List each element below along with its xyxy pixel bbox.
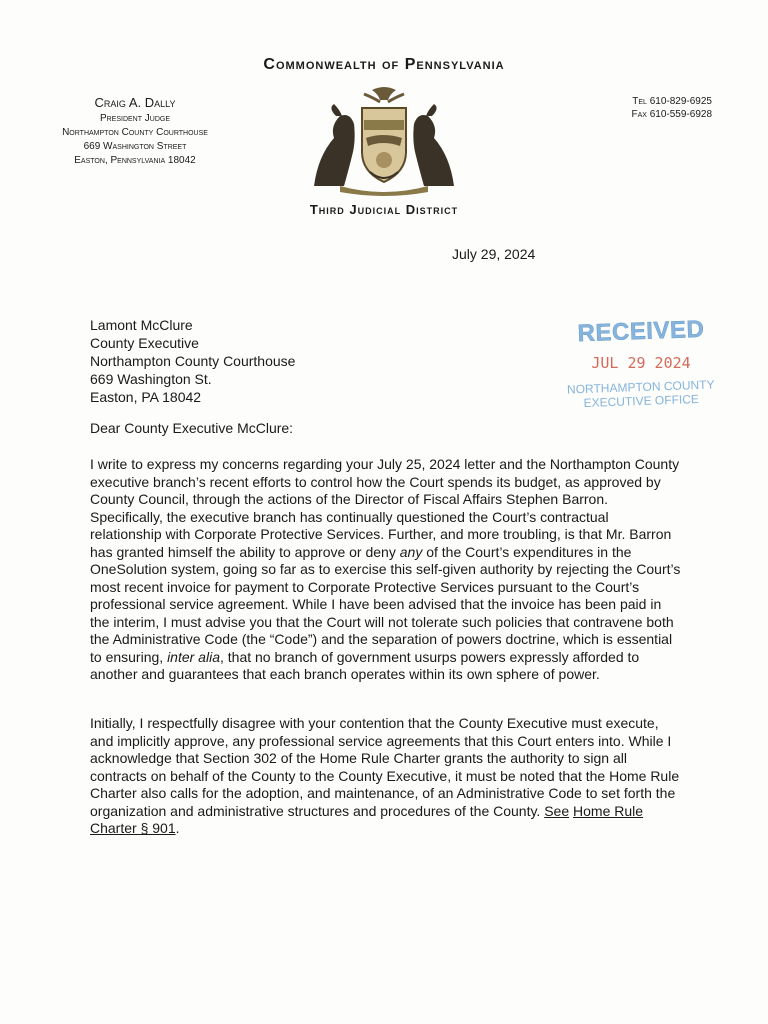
paragraph-1-emphasis-inter-alia: inter alia: [167, 648, 220, 665]
letter-date: July 29, 2024: [452, 246, 536, 262]
stamp-date: JUL 29 2024: [591, 354, 691, 372]
paragraph-2-end: .: [175, 820, 180, 836]
sender-city: Easton, Pennsylvania 18042: [74, 155, 196, 166]
stamp-office-line1: NORTHAMPTON COUNTY: [566, 377, 715, 397]
paragraph-2-citation: Home Rule Charter § 901: [90, 802, 644, 836]
stamp-label: RECEIVED: [577, 315, 705, 348]
recipient-title: County Executive: [90, 335, 199, 351]
stamp-office-line2: EXECUTIVE OFFICE: [583, 391, 700, 411]
contact-block: [632, 95, 713, 121]
contact-tel: Tel 610-829-6925: [632, 96, 712, 107]
recipient-city: Easton, PA 18042: [90, 389, 202, 405]
sender-street: 669 Washington Street: [83, 141, 187, 152]
recipient-street: 669 Washington St.: [90, 371, 212, 387]
paragraph-1-part2: of the Court’s expenditures in the OneSolution system, going so far as to exercise this self-given authority by rejecting the Court’s most recent invoice for payment to Corporate Protective Services pursuant to the Court’s professional service agreement. While I have been advised that the invoice has been paid in the interim, I must advise you that the Court will not tolerate such policies that contravene both the Administrative Code (the “Code”) and the separation of powers doctrine, which is essential to ensuring,: [90, 543, 681, 665]
recipient-block: [90, 316, 295, 406]
paragraph-2: [90, 715, 684, 838]
stamp-office: [556, 377, 727, 411]
paragraph-2-text: Initially, I respectfully disagree with your contention that the County Executive must execute, and implicitly approve, any professional service agreements that this Court enters into. While I acknowledge that Section 302 of the Home Rule Charter grants the authority to sign all contracts on behalf of the County to the County Executive, it must be noted that the Home Rule Charter also calls for the adoption, and maintenance, of an Administrative Code to set forth the organization and administrative structures and procedures of the County.: [90, 715, 680, 819]
recipient-building: Northampton County Courthouse: [90, 353, 296, 369]
letterhead-title: Commonwealth of Pennsylvania: [263, 56, 505, 73]
paragraph-2-see: See: [544, 802, 570, 819]
district-name: Third Judicial District: [309, 202, 459, 217]
sender-name: Craig A. Dally: [94, 95, 176, 110]
paragraph-1-emphasis-any: any: [399, 543, 423, 560]
pennsylvania-seal-icon: [304, 86, 464, 198]
contact-fax: Fax 610-559-6928: [631, 109, 712, 120]
sender-building: Northampton County Courthouse: [62, 127, 208, 138]
salutation: Dear County Executive McClure:: [90, 420, 294, 436]
paragraph-1-part1: I write to express my concerns regarding your July 25, 2024 letter and the Northampton County executive branch’s recent efforts to control how the Court spends its budget, as approved by County Council, through the actions of the Director of Fiscal Affairs Stephen Barron. Specifically, the executive branch has continually questioned the Court’s contractual relationship with Corporate Protective Services. Further, and more troubling, is that Mr. Barron has granted himself the ability to approve or deny: [90, 456, 680, 560]
recipient-name: Lamont McClure: [90, 317, 193, 333]
received-stamp: [556, 315, 726, 411]
paragraph-1-part3: , that no branch of government usurps powers expressly afforded to another and guarantees that each branch operates within its own sphere of power.: [90, 648, 640, 682]
paragraph-1: [90, 456, 684, 684]
sender-block: [30, 96, 240, 168]
sender-title: President Judge: [99, 113, 171, 124]
